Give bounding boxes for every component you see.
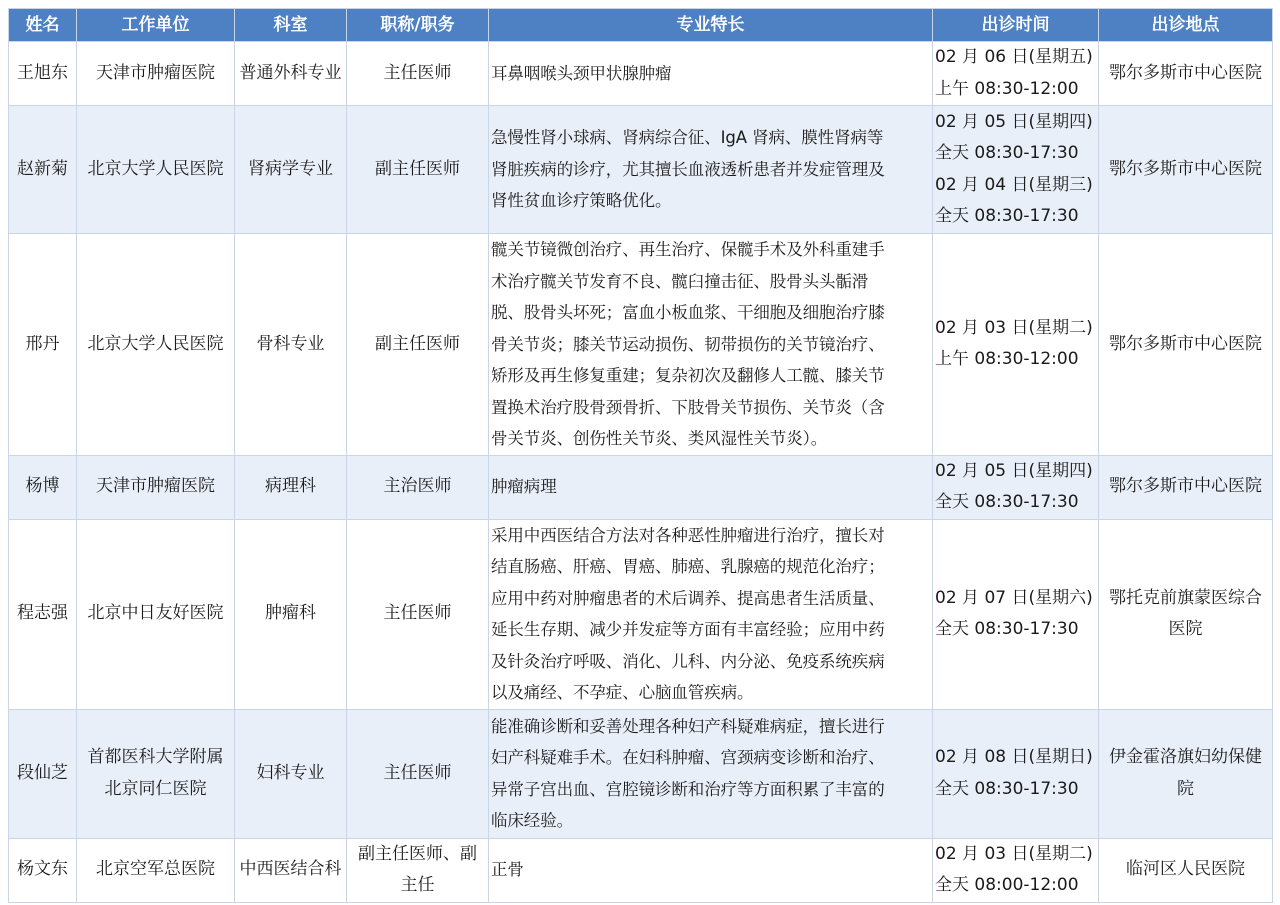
cell-time-line: 02 月 03 日(星期二): [935, 843, 1093, 864]
cell-specialty-line: 脱、股骨头坏死；富血小板血浆、干细胞及细胞治疗膝: [491, 303, 885, 322]
cell-specialty-line: 置换术治疗股骨颈骨折、下肢骨关节损伤、关节炎（含: [491, 397, 885, 417]
cell-specialty-line: 采用中西医结合方法对各种恶性肿瘤进行治疗，擅长对: [491, 525, 885, 545]
cell-time-line: 全天 08:30-17:30: [935, 778, 1079, 799]
cell-specialty-line: 临床经验。: [491, 811, 574, 830]
cell-title-line: 主任医师: [383, 603, 452, 624]
cell-time: [933, 234, 1099, 456]
header-row: [9, 9, 1273, 42]
header-title: 职称/职务: [347, 9, 489, 42]
cell-specialty-line: 肾性贫血诊疗策略优化。: [491, 191, 672, 211]
cell-title-line: 主任医师: [383, 62, 452, 83]
cell-location: [1099, 519, 1273, 709]
cell-location-line: 鄂尔多斯市中心医院: [1109, 333, 1262, 354]
cell-location: [1099, 709, 1273, 838]
cell-specialty-line: 应用中药对肿瘤患者的术后调养、提高患者生活质量、: [491, 588, 885, 608]
cell-time-line: 全天 08:30-17:30: [935, 492, 1079, 512]
cell-time-line: 02 月 05 日(星期四): [935, 460, 1093, 481]
table-row: [9, 42, 1273, 106]
cell-unit-line: 北京空军总医院: [96, 859, 215, 880]
schedule-table-wrapper: [8, 8, 1272, 903]
cell-specialty-line: 耳鼻咽喉头颈甲状腺肿瘤: [491, 63, 672, 83]
cell-specialty: [489, 455, 933, 519]
cell-location: [1099, 234, 1273, 456]
schedule-table: [8, 8, 1273, 903]
table-row: [9, 455, 1273, 519]
cell-unit-line: 北京大学人民医院: [87, 333, 224, 354]
header-dept: 科室: [235, 9, 347, 42]
cell-specialty-line: 延长生存期、减少并发症等方面有丰富经验；应用中药: [491, 620, 885, 639]
cell-location-line: 鄂尔多斯市中心医院: [1109, 158, 1262, 179]
header-name: 姓名: [9, 9, 77, 42]
cell-specialty-line: 髋关节镜微创治疗、再生治疗、保髋手术及外科重建手: [491, 240, 885, 259]
cell-dept: 肿瘤科: [235, 519, 347, 709]
cell-name: 段仙芝: [9, 709, 77, 838]
cell-time-line: 全天 08:30-17:30: [935, 143, 1079, 163]
cell-name: 王旭东: [9, 42, 77, 106]
header-time: 出诊时间: [933, 9, 1099, 42]
cell-time: [933, 106, 1099, 234]
table-row: [9, 234, 1273, 456]
cell-unit: [77, 42, 235, 106]
cell-location-line: 临河区人民医院: [1126, 859, 1245, 880]
cell-location-line: 医院: [1168, 619, 1203, 639]
cell-time: [933, 709, 1099, 838]
cell-specialty: [489, 838, 933, 902]
cell-dept: 普通外科专业: [235, 42, 347, 106]
cell-specialty-line: 术治疗髋关节发育不良、髋臼撞击征、股骨头头骺滑: [491, 271, 869, 291]
cell-time: [933, 42, 1099, 106]
cell-time: [933, 838, 1099, 902]
cell-title-line: 副主任医师、副: [358, 843, 477, 864]
cell-title: [347, 709, 489, 838]
cell-specialty-line: 异常子宫出血、宫腔镜诊断和治疗等方面积累了丰富的: [491, 779, 885, 799]
cell-time-line: 02 月 08 日(星期日): [935, 747, 1093, 767]
header-specialty: 专业特长: [489, 9, 933, 42]
cell-title-line: 副主任医师: [375, 158, 460, 179]
cell-title: [347, 42, 489, 106]
cell-specialty-line: 及针灸治疗呼吸、消化、儿科、内分泌、免疫系统疾病: [491, 651, 885, 671]
cell-unit-line: 天津市肿瘤医院: [96, 476, 215, 497]
cell-title-line: 主任: [400, 875, 435, 895]
cell-title: [347, 234, 489, 456]
table-body: [9, 42, 1273, 903]
cell-specialty: [489, 42, 933, 106]
cell-unit: [77, 709, 235, 838]
table-row: [9, 838, 1273, 902]
cell-time-line: 02 月 05 日(星期四): [935, 111, 1093, 132]
cell-unit: [77, 519, 235, 709]
table-row: [9, 106, 1273, 234]
cell-specialty-line: 骨关节炎、创伤性关节炎、类风湿性关节炎）。: [491, 429, 828, 448]
header-unit: 工作单位: [77, 9, 235, 42]
cell-dept: 病理科: [235, 455, 347, 519]
cell-unit: [77, 106, 235, 234]
cell-location: [1099, 42, 1273, 106]
header-location: 出诊地点: [1099, 9, 1273, 42]
cell-time-line: 全天 08:30-17:30: [935, 206, 1079, 226]
cell-name: 邢丹: [9, 234, 77, 456]
cell-unit: [77, 234, 235, 456]
cell-name: 杨文东: [9, 838, 77, 902]
cell-time-line: 全天 08:00-12:00: [935, 875, 1079, 895]
cell-unit-line: 天津市肿瘤医院: [96, 62, 215, 83]
cell-specialty-line: 急慢性肾小球病、肾病综合征、IgA 肾病、膜性肾病等: [491, 128, 884, 148]
cell-name: 程志强: [9, 519, 77, 709]
cell-location-line: 鄂托克前旗蒙医综合: [1109, 587, 1262, 608]
cell-dept: 中西医结合科: [235, 838, 347, 902]
cell-specialty-line: 能准确诊断和妥善处理各种妇产科疑难病症，擅长进行: [491, 716, 885, 736]
cell-unit-line: 北京同仁医院: [104, 778, 207, 799]
cell-name: 杨博: [9, 455, 77, 519]
cell-dept: 骨科专业: [235, 234, 347, 456]
cell-time-line: 上午 08:30-12:00: [935, 349, 1079, 370]
cell-location-line: 鄂尔多斯市中心医院: [1109, 476, 1262, 497]
cell-specialty: [489, 519, 933, 709]
cell-title: [347, 106, 489, 234]
cell-time: [933, 519, 1099, 709]
cell-time-line: 02 月 07 日(星期六): [935, 587, 1093, 608]
cell-time-line: 上午 08:30-12:00: [935, 78, 1079, 99]
cell-unit-line: 北京大学人民医院: [87, 158, 224, 179]
cell-specialty-line: 以及痛经、不孕症、心脑血管疾病。: [491, 683, 754, 702]
cell-location: [1099, 455, 1273, 519]
cell-title: [347, 838, 489, 902]
cell-title-line: 主任医师: [383, 762, 452, 783]
cell-dept: 肾病学专业: [235, 106, 347, 234]
cell-time: [933, 455, 1099, 519]
cell-location: [1099, 838, 1273, 902]
cell-time-line: 02 月 03 日(星期二): [935, 317, 1093, 338]
cell-specialty-line: 妇产科疑难手术。在妇科肿瘤、宫颈病变诊断和治疗、: [491, 748, 885, 767]
cell-title-line: 副主任医师: [375, 333, 460, 354]
cell-dept: 妇科专业: [235, 709, 347, 838]
cell-time-line: 02 月 04 日(星期三): [935, 174, 1093, 195]
cell-specialty: [489, 709, 933, 838]
cell-specialty-line: 肾脏疾病的诊疗，尤其擅长血液透析患者并发症管理及: [491, 159, 885, 179]
cell-unit-line: 首都医科大学附属: [87, 747, 224, 767]
cell-unit: [77, 838, 235, 902]
cell-title: [347, 455, 489, 519]
cell-name: 赵新菊: [9, 106, 77, 234]
cell-location-line: 鄂尔多斯市中心医院: [1109, 62, 1262, 83]
cell-specialty-line: 骨关节炎；膝关节运动损伤、韧带损伤的关节镜治疗、: [491, 334, 885, 354]
cell-location-line: 院: [1177, 778, 1194, 799]
cell-time-line: 全天 08:30-17:30: [935, 619, 1079, 639]
cell-title: [347, 519, 489, 709]
cell-location-line: 伊金霍洛旗妇幼保健: [1109, 747, 1262, 767]
cell-title-line: 主治医师: [383, 476, 452, 497]
cell-unit-line: 北京中日友好医院: [87, 603, 224, 624]
cell-specialty: [489, 234, 933, 456]
cell-specialty-line: 矫形及再生修复重建；复杂初次及翻修人工髋、膝关节: [491, 366, 885, 385]
cell-specialty: [489, 106, 933, 234]
cell-specialty-line: 正骨: [491, 860, 524, 880]
cell-location: [1099, 106, 1273, 234]
cell-specialty-line: 结直肠癌、肝癌、胃癌、肺癌、乳腺癌的规范化治疗；: [491, 557, 885, 576]
cell-specialty-line: 肿瘤病理: [491, 477, 557, 497]
table-row: [9, 519, 1273, 709]
cell-time-line: 02 月 06 日(星期五): [935, 47, 1093, 67]
table-row: [9, 709, 1273, 838]
cell-unit: [77, 455, 235, 519]
